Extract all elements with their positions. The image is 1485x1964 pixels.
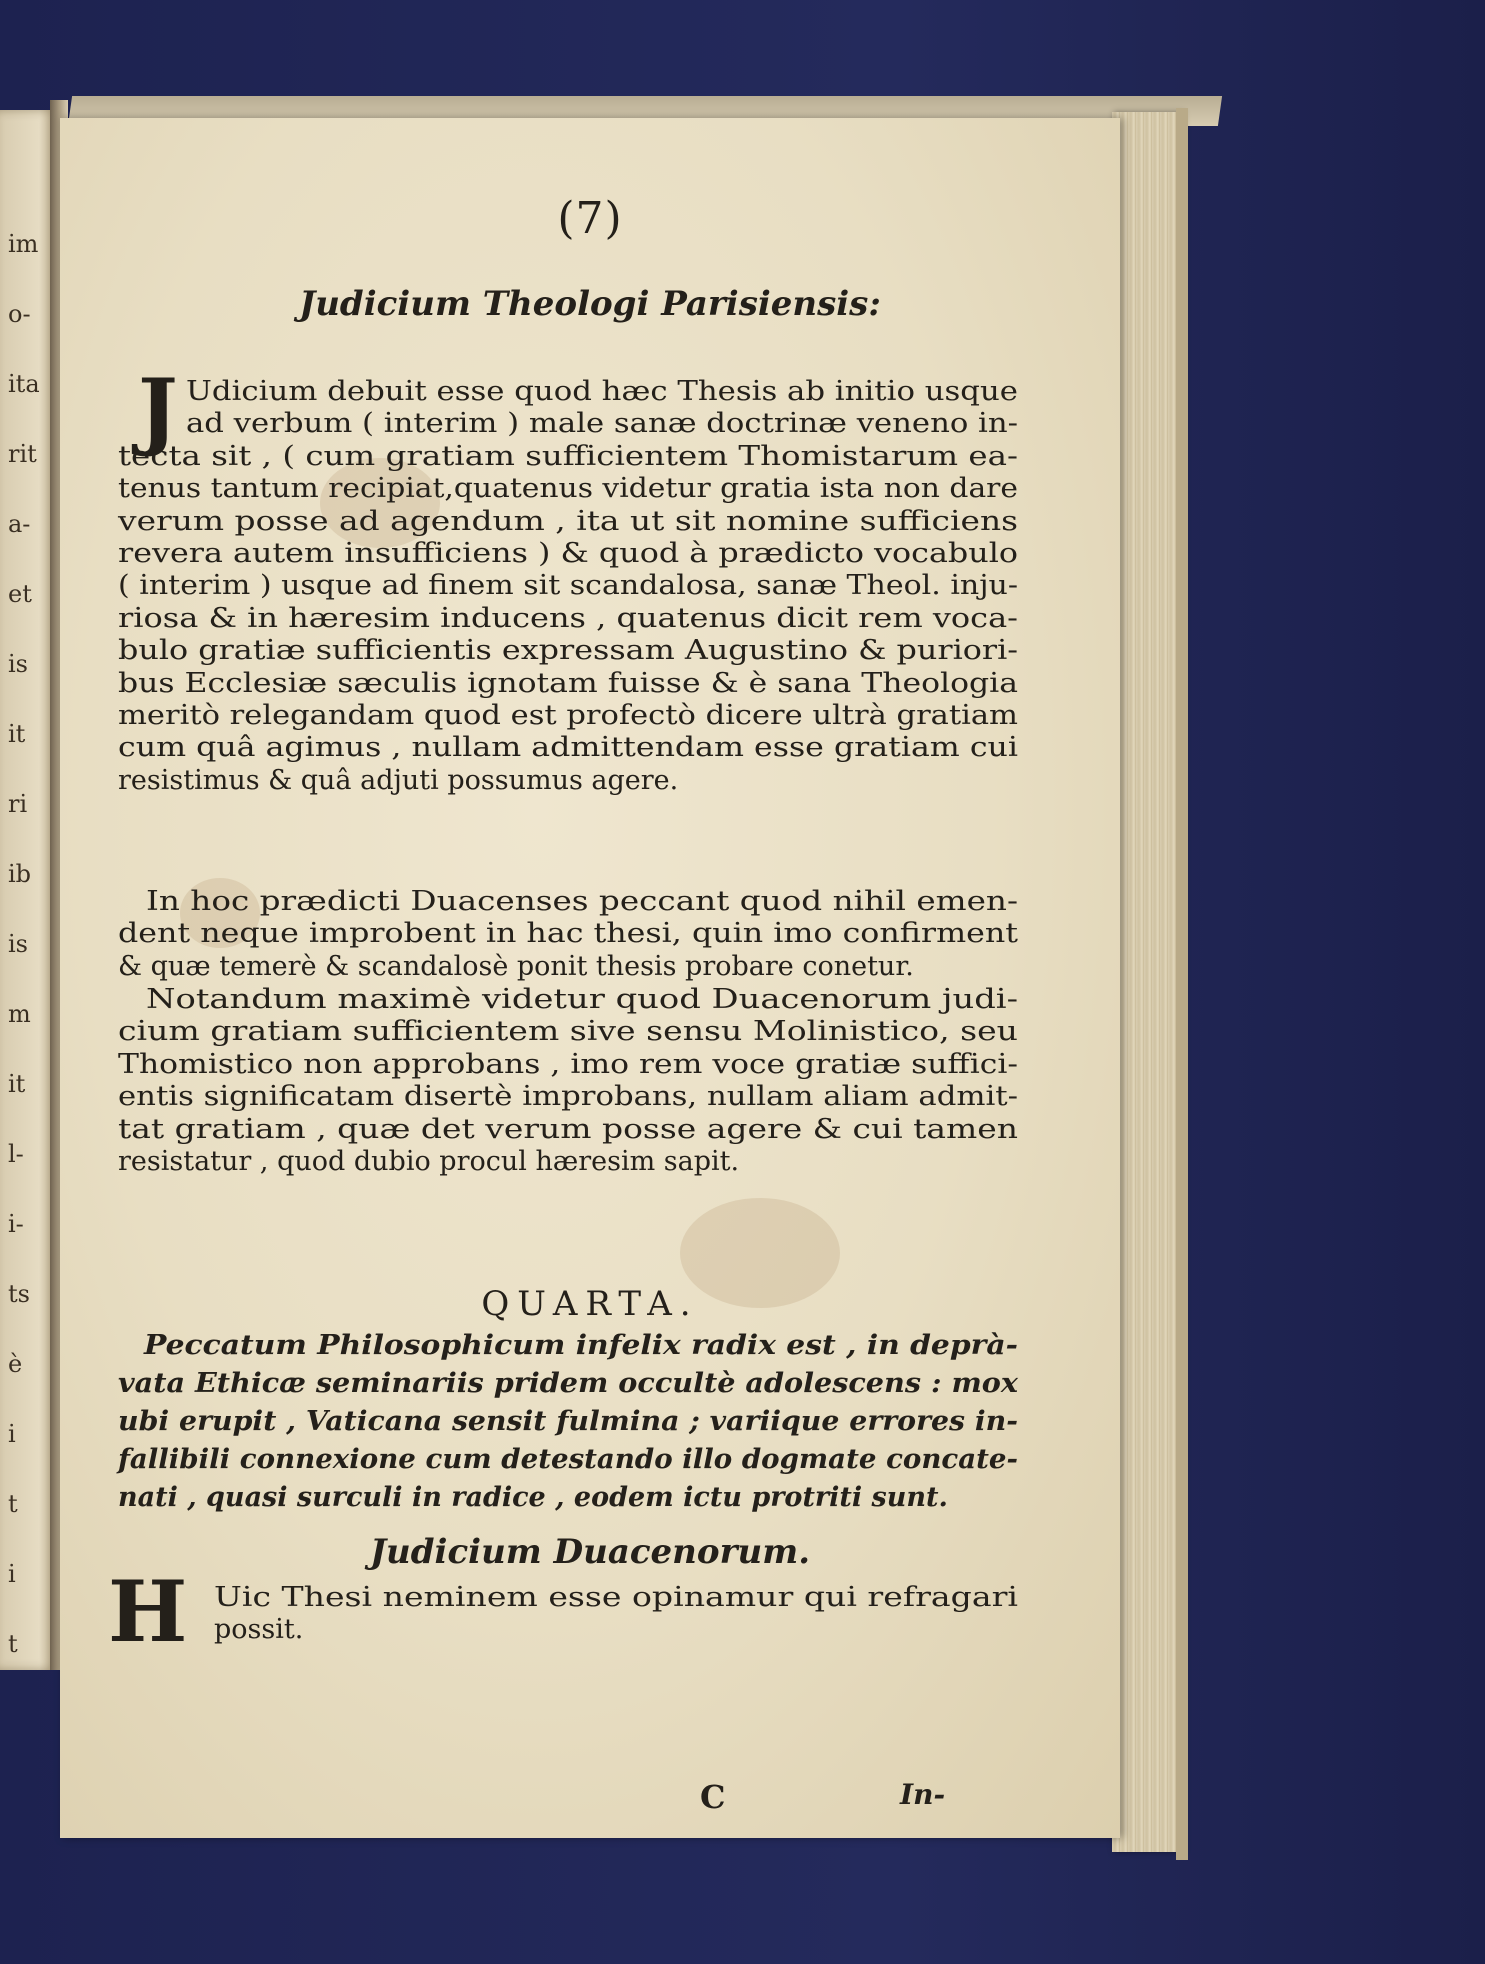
text-line: Udicium debuit esse quod hæc Thesis ab initio usque: [186, 376, 1018, 407]
text-line: In hoc prædicti Duacenses peccant quod nihil emen-: [146, 886, 1018, 917]
facing-page-fragment: i-: [8, 1210, 24, 1238]
facing-page-fragment: l-: [8, 1140, 24, 1168]
text-line: entis significatam disertè improbans, nullam aliam admit-: [118, 1081, 1018, 1113]
facing-page-fragment: è: [8, 1350, 23, 1378]
text-line: resistatur , quod dubio procul hæresim sapit.: [118, 1146, 740, 1177]
text-line: ad verbum ( interim ) male sanæ doctrinæ veneno in-: [186, 408, 1018, 440]
facing-page-fragment: it: [8, 720, 26, 748]
text-line: verum posse ad agendum , ita ut sit nomine sufficiens: [118, 505, 1018, 537]
text-line: & quæ temerè & scandalosè ponit thesis probare conetur.: [118, 950, 914, 982]
facing-page-fragment: t: [8, 1490, 18, 1518]
text-line: bulo gratiæ sufficientis expressam Augustino & puriori-: [118, 635, 1019, 667]
facing-page-fragment: et: [8, 580, 32, 608]
page-number: (7): [557, 193, 623, 244]
text-line: nati , quasi surculi in radice , eodem ictu protriti sunt.: [118, 1482, 948, 1513]
text-line: ubi erupit , Vaticana sensit fulmina ; variique errores in-: [118, 1406, 1018, 1437]
signature-mark: C: [700, 1778, 726, 1816]
text-line: revera autem insufficiens ) & quod à prædicto vocabulo: [118, 538, 1018, 569]
text-line: meritò relegandam quod est profectò dicere ultrà gratiam: [118, 700, 1018, 731]
text-line: resistimus & quâ adjuti possumus agere.: [118, 764, 679, 796]
facing-page-fragment: m: [8, 1000, 31, 1028]
text-line: possit.: [214, 1614, 304, 1645]
thesis-title: QUARTA.: [481, 1284, 699, 1324]
section-heading: Judicium Theologi Parisiensis:: [299, 284, 881, 324]
facing-page-fragment: it: [8, 1070, 26, 1098]
text-line: Uic Thesi neminem esse opinamur qui refragari: [214, 1582, 1018, 1613]
text-line: tat gratiam , quæ det verum posse agere & cui tamen: [118, 1113, 1018, 1145]
text-line: Peccatum Philosophicum infelix radix est , in deprà-: [144, 1330, 1018, 1361]
facing-page-fragment: ts: [8, 1280, 30, 1308]
facing-page-fragment: rit: [8, 440, 37, 468]
facing-page-fragment: a-: [8, 510, 31, 538]
facing-page-fragment: is: [8, 650, 28, 678]
text-line: Thomistico non approbans , imo rem voce gratiæ suffici-: [118, 1048, 1019, 1080]
facing-page-fragment: is: [8, 930, 28, 958]
text-line: tenus tantum recipiat,quatenus videtur gratia ista non dare: [118, 473, 1018, 505]
cover-edge: [1176, 108, 1188, 1860]
text-line: dent neque improbent in hac thesi, quin imo confirment: [118, 918, 1018, 950]
page-fore-edge: [1112, 112, 1182, 1852]
facing-page-fragment: im: [8, 230, 39, 258]
facing-page-fragment: i: [8, 1420, 16, 1448]
facing-page-fragment: o-: [8, 300, 31, 328]
text-line: cum quâ agimus , nullam admittendam esse gratiam cui: [118, 732, 1018, 764]
catchword: In-: [900, 1778, 946, 1811]
facing-page-edge: [0, 110, 56, 1670]
text-line: fallibili connexione cum detestando illo dogmate concate-: [118, 1444, 1018, 1475]
facing-page-fragment: t: [8, 1630, 18, 1658]
text-line: ( interim ) usque ad finem sit scandalosa, sanæ Theol. inju-: [118, 570, 1018, 602]
text-line: tecta sit , ( cum gratiam sufficientem Thomistarum ea-: [118, 440, 1018, 472]
page-content: [60, 118, 1120, 1838]
facing-page-fragment: ib: [8, 860, 32, 888]
text-line: vata Ethicæ seminariis pridem occultè adolescens : mox: [118, 1368, 1018, 1399]
facing-page-fragment: ri: [8, 790, 28, 818]
text-line: bus Ecclesiæ sæculis ignotam fuisse & è sana Theologia: [118, 667, 1018, 699]
text-line: riosa & in hæresim inducens , quatenus dicit rem voca-: [118, 602, 1019, 634]
judgment-heading: Judicium Duacenorum.: [369, 1532, 811, 1572]
drop-cap: J: [138, 360, 178, 459]
drop-cap: H: [108, 1562, 188, 1661]
facing-page-fragment: ita: [8, 370, 40, 398]
facing-page-fragment: i: [8, 1560, 16, 1588]
text-line: cium gratiam sufficientem sive sensu Molinistico, seu: [118, 1016, 1018, 1048]
text-line: Notandum maximè videtur quod Duacenorum judi-: [146, 984, 1018, 1015]
